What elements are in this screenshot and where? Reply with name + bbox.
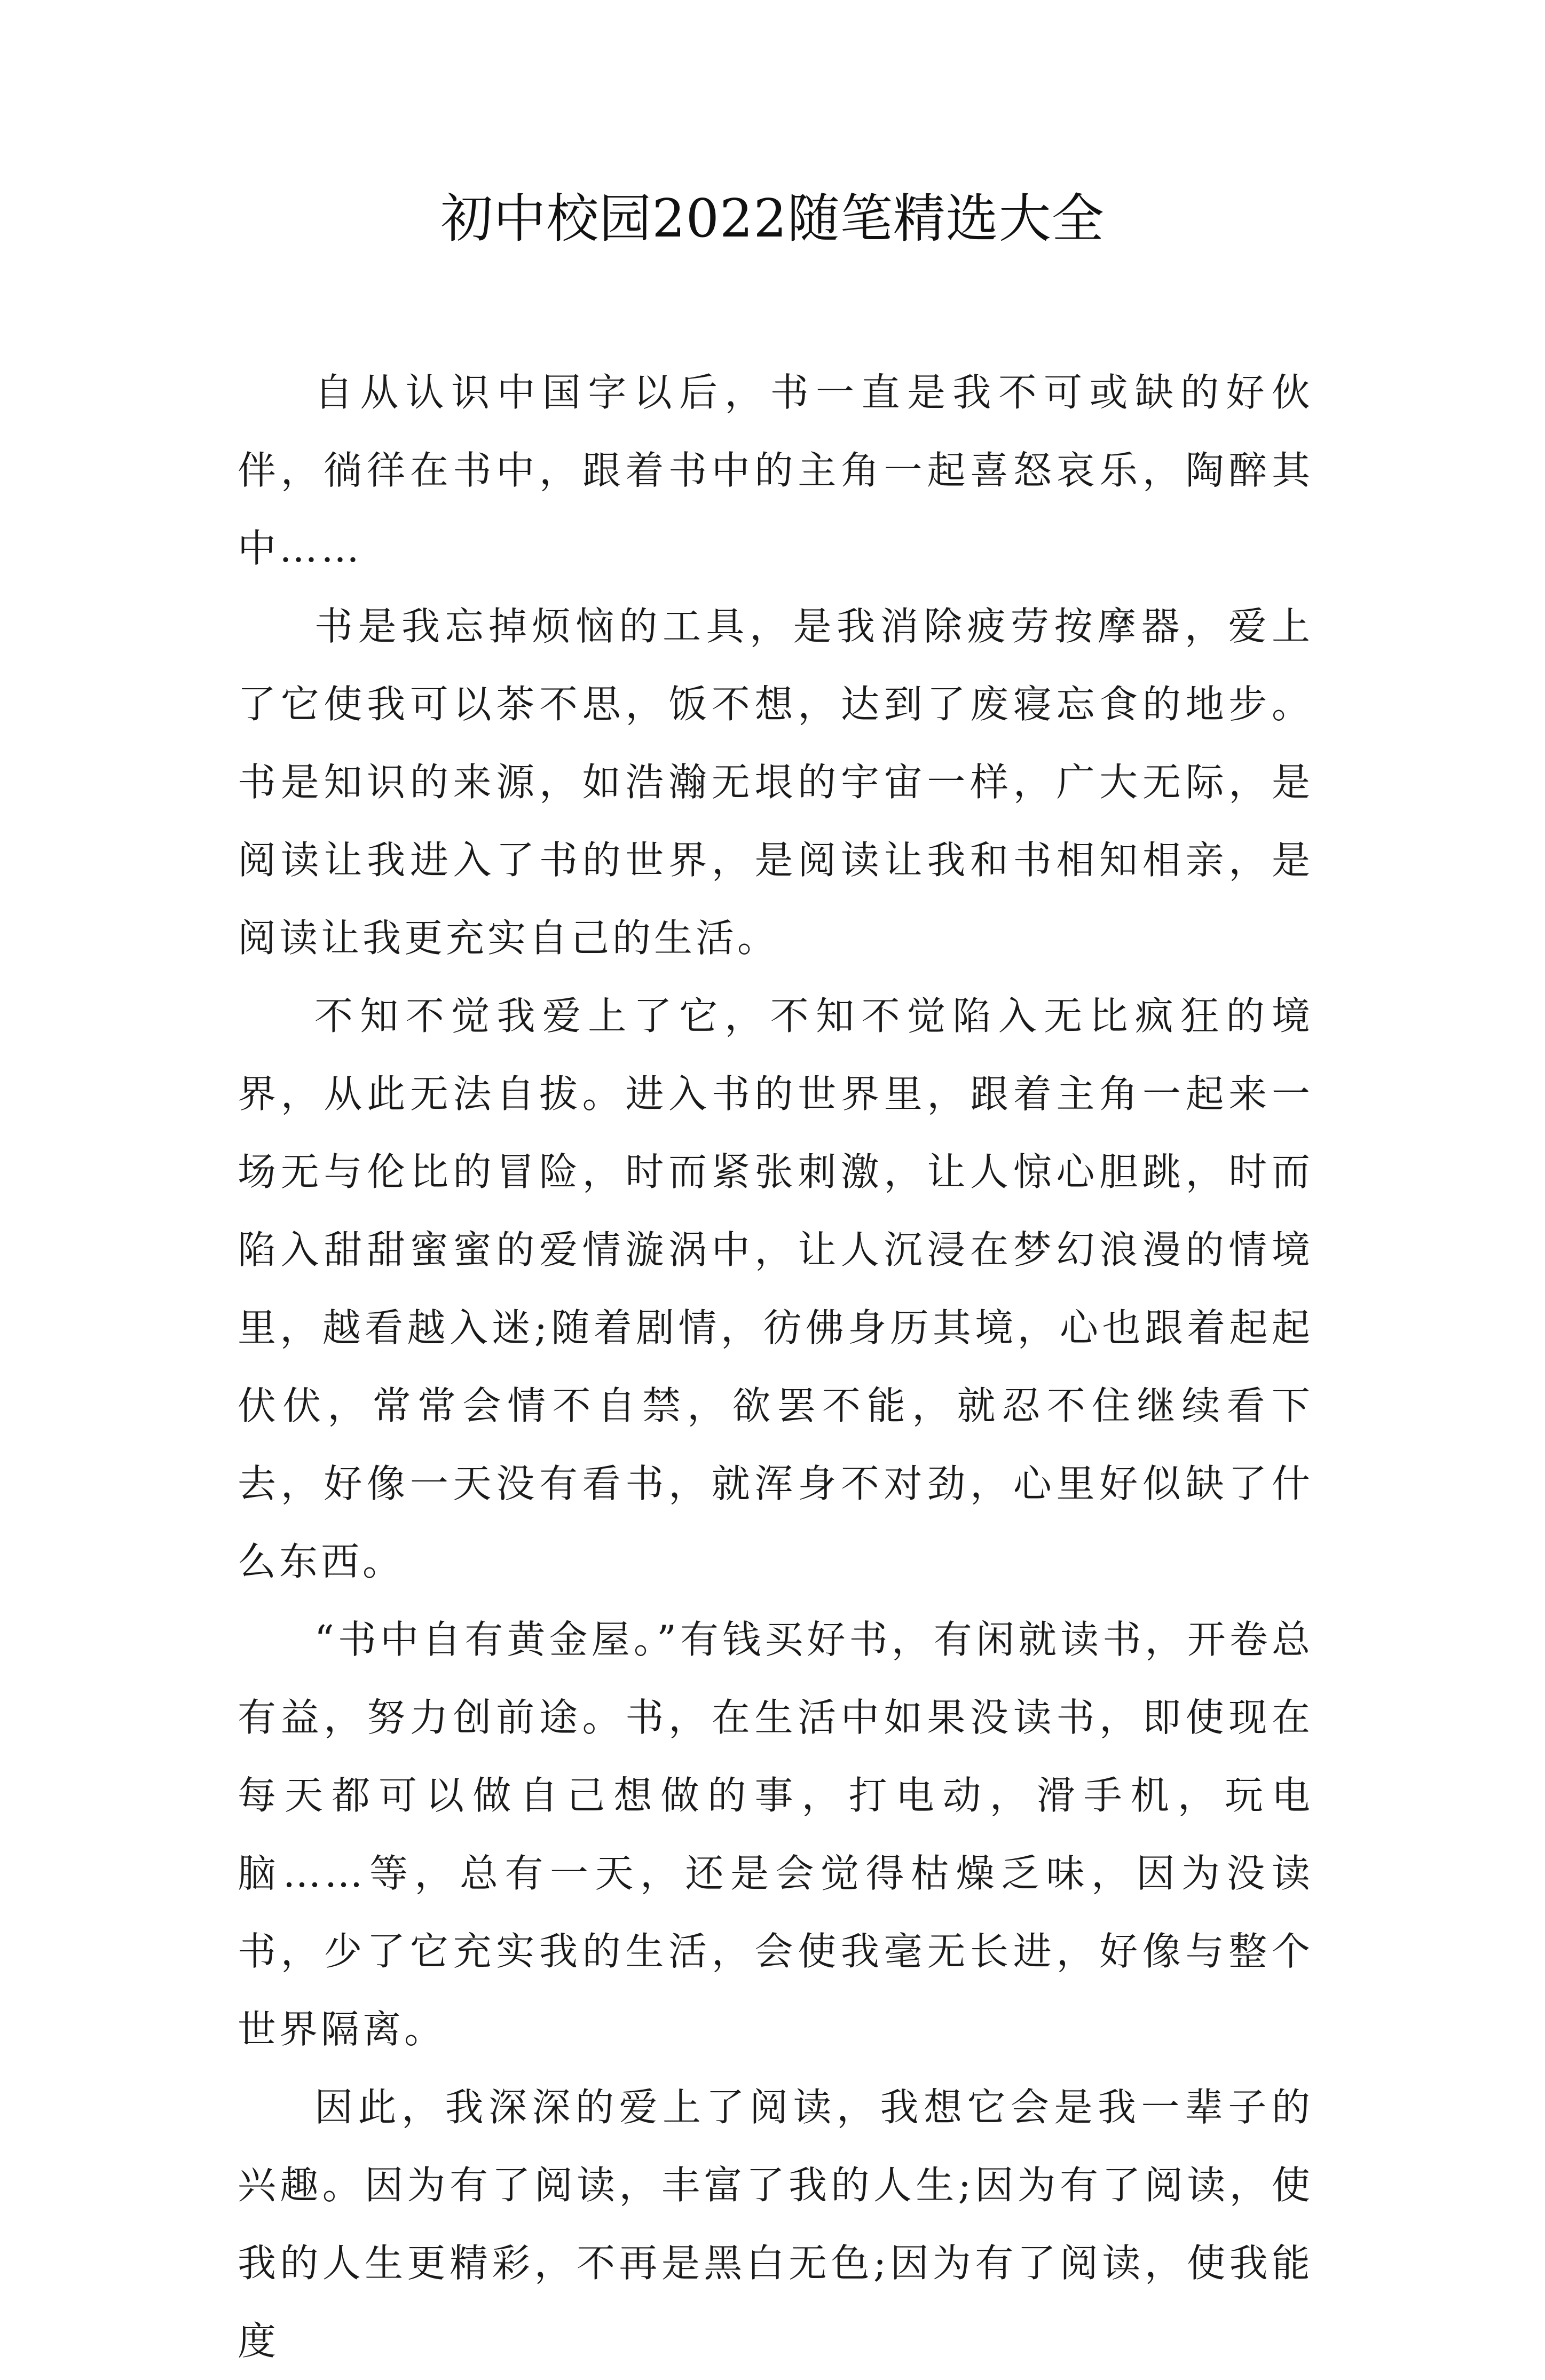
- paragraph: “书中自有黄金屋。”有钱买好书，有闲就读书，开卷总有益，努力创前途。书，在生活中如果没读书，即使现在每天都可以做自己想做的事，打电动，滑手机，玩电脑……等，总有一天，还是会觉得枯燥乏味，因为没读书，少了它充实我的生活，会使我毫无长进，好像与整个世界隔离。: [238, 1617, 1313, 2052]
- document-body: [238, 353, 1313, 2380]
- paragraph: 不知不觉我爱上了它，不知不觉陷入无比疯狂的境界，从此无法自拔。进入书的世界里，跟着主角一起来一场无与伦比的冒险，时而紧张刺激，让人惊心胆跳，时而陷入甜甜蜜蜜的爱情漩涡中，让人沉浸在梦幻浪漫的情境里，越看越入迷;随着剧情，彷佛身历其境，心也跟着起起伏伏，常常会情不自禁，欲罢不能，就忍不住继续看下去，好像一天没有看书，就浑身不对劲，心里好似缺了什么东西。: [238, 994, 1313, 1584]
- paragraph: 书是我忘掉烦恼的工具，是我消除疲劳按摩器，爱上了它使我可以茶不思，饭不想，达到了废寝忘食的地步。书是知识的来源，如浩瀚无垠的宇宙一样，广大无际，是阅读让我进入了书的世界，是阅读让我和书相知相亲，是阅读让我更充实自己的生活。: [238, 604, 1313, 960]
- paragraph: 因此，我深深的爱上了阅读，我想它会是我一辈子的兴趣。因为有了阅读，丰富了我的人生;因为有了阅读，使我的人生更精彩，不再是黑白无色;因为有了阅读，使我能度: [238, 2085, 1313, 2363]
- document-title: 初中校园2022随笔精选大全: [440, 188, 1105, 249]
- paragraph: 自从认识中国字以后，书一直是我不可或缺的好伙伴，徜徉在书中，跟着书中的主角一起喜怒哀乐，陶醉其中……: [238, 370, 1313, 571]
